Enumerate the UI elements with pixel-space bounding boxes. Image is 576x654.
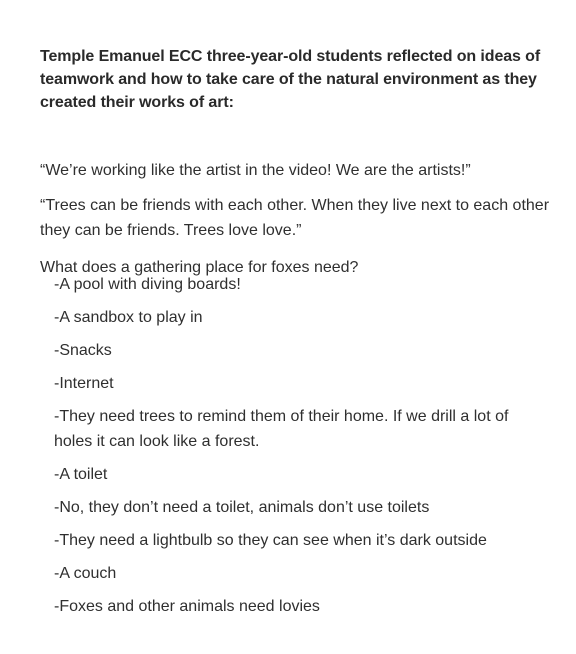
list-item: -They need trees to remind them of their home. If we drill a lot of holes it can look like a forest.: [54, 408, 509, 450]
list-item: -A sandbox to play in: [54, 309, 203, 326]
list-item: -A toilet: [54, 466, 108, 483]
student-quote-artists: “We’re working like the artist in the video! We are the artists!”: [40, 162, 471, 179]
list-item: -A couch: [54, 565, 117, 582]
list-item: -They need a lightbulb so they can see when it’s dark outside: [54, 532, 487, 549]
list-item: -No, they don’t need a toilet, animals don’t use toilets: [54, 499, 430, 516]
student-quote-trees: “Trees can be friends with each other. When they live next to each other they can be friends. Trees love love.”: [40, 197, 550, 239]
list-item: -Foxes and other animals need lovies: [54, 598, 320, 615]
intro-paragraph: Temple Emanuel ECC three-year-old students reflected on ideas of teamwork and how to take care of the natural environment as they created their works of art:: [40, 48, 541, 111]
list-item: -Snacks: [54, 342, 112, 359]
answers-list: [54, 272, 544, 627]
list-item: -A pool with diving boards!: [54, 276, 241, 293]
list-item: -Internet: [54, 375, 114, 392]
foxes-question: What does a gathering place for foxes need?: [40, 259, 359, 276]
